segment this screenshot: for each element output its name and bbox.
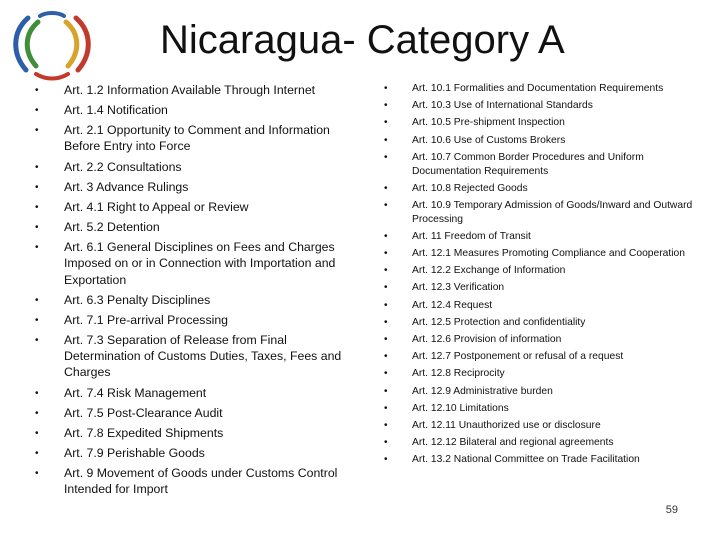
bullet-icon: •: [35, 467, 39, 479]
bullet-icon: •: [384, 368, 388, 380]
bullet-icon: •: [384, 299, 388, 311]
list-item-text: Art. 10.1 Formalities and Documentation Requirements: [412, 83, 664, 94]
list-item-text: Art. 2.2 Consultations: [64, 159, 182, 174]
bullet-icon: •: [35, 447, 39, 459]
list-item-text: Art. 2.1 Opportunity to Comment and Information Before Entry into Force: [64, 123, 330, 154]
list-item-text: Art. 7.8 Expedited Shipments: [64, 425, 224, 440]
slide-title: Nicaragua- Category A: [160, 18, 565, 62]
bullet-icon: •: [384, 151, 388, 163]
list-item: [384, 402, 704, 416]
list-item: [384, 316, 704, 330]
list-item-text: Art. 9 Movement of Goods under Customs Control Intended for Import: [64, 465, 338, 497]
bullet-icon: •: [384, 265, 388, 277]
list-item-text: Art. 7.4 Risk Management: [64, 385, 207, 400]
bullet-icon: •: [35, 407, 39, 419]
list-item: [35, 82, 346, 98]
list-item: [35, 465, 346, 498]
bullet-icon: •: [384, 454, 388, 466]
list-item: [384, 230, 704, 244]
bullet-icon: •: [35, 181, 39, 193]
bullet-icon: •: [384, 282, 388, 294]
bullet-icon: •: [35, 294, 39, 306]
bullet-icon: •: [384, 100, 388, 112]
list-item-text: Art. 10.9 Temporary Admission of Goods/Inward and Outward Processing: [412, 199, 693, 225]
list-item-text: Art. 7.3 Separation of Release from Final Determination of Customs Duties, Taxes, Fees and Charges: [64, 332, 342, 380]
list-item: [35, 159, 346, 175]
list-item-text: Art. 12.10 Limitations: [412, 402, 509, 414]
right-article-list: [384, 82, 704, 471]
list-item: [35, 122, 346, 155]
list-item-text: Art. 1.4 Notification: [64, 103, 168, 118]
bullet-icon: •: [384, 334, 388, 346]
list-item: [384, 264, 704, 278]
list-item-text: Art. 12.5 Protection and confidentiality: [412, 316, 586, 328]
list-item: [35, 199, 346, 215]
bullet-icon: •: [35, 125, 39, 137]
list-item-text: Art. 1.2 Information Available Through Internet: [64, 83, 316, 97]
list-item: [384, 436, 704, 450]
bullet-icon: •: [35, 221, 39, 233]
list-item: [384, 419, 704, 433]
list-item: [384, 151, 704, 179]
list-item-text: Art. 12.4 Request: [412, 299, 493, 311]
bullet-icon: •: [35, 105, 39, 117]
list-item-text: Art. 6.1 General Disciplines on Fees and Charges Imposed on or in Connection with Importation and Exportation: [64, 239, 336, 287]
list-item-text: Art. 10.5 Pre-shipment Inspection: [412, 117, 565, 129]
list-item: [35, 239, 346, 288]
list-item: [384, 116, 704, 130]
bullet-icon: •: [35, 334, 39, 346]
bullet-icon: •: [384, 117, 388, 129]
bullet-icon: •: [35, 387, 39, 399]
list-item: [384, 453, 704, 467]
bullet-icon: •: [384, 316, 388, 328]
list-item: [384, 299, 704, 313]
bullet-icon: •: [35, 427, 39, 439]
bullet-icon: •: [35, 161, 39, 173]
bullet-icon: •: [384, 402, 388, 414]
bullet-icon: •: [35, 201, 39, 213]
list-item: [35, 102, 346, 118]
list-item-text: Art. 12.2 Exchange of Information: [412, 265, 566, 277]
list-item: [384, 82, 704, 96]
list-item-text: Art. 12.8 Reciprocity: [412, 368, 505, 380]
list-item-text: Art. 12.11 Unauthorized use or disclosure: [412, 419, 601, 431]
list-item-text: Art. 10.8 Rejected Goods: [412, 182, 528, 194]
list-item-text: Art. 12.7 Postponement or refusal of a request: [412, 351, 624, 363]
list-item-text: Art. 10.7 Common Border Procedures and Uniform Documentation Requirements: [412, 151, 644, 177]
bullet-icon: •: [384, 385, 388, 397]
bullet-icon: •: [384, 83, 388, 94]
list-item: [35, 292, 346, 308]
list-item: [384, 199, 704, 227]
wto-logo-icon: [6, 8, 98, 90]
list-item: [384, 385, 704, 399]
list-item-text: Art. 12.3 Verification: [412, 282, 505, 294]
list-item: [384, 367, 704, 381]
bullet-icon: •: [384, 199, 388, 211]
page-number: 59: [665, 504, 678, 516]
bullet-icon: •: [384, 419, 388, 431]
list-item-text: Art. 13.2 National Committee on Trade Facilitation: [412, 454, 640, 466]
list-item-text: Art. 6.3 Penalty Disciplines: [64, 292, 211, 307]
list-item-text: Art. 5.2 Detention: [64, 219, 160, 234]
list-item-text: Art. 12.6 Provision of information: [412, 334, 562, 346]
list-item-text: Art. 10.6 Use of Customs Brokers: [412, 134, 566, 146]
list-item: [35, 219, 346, 235]
list-item-text: Art. 12.12 Bilateral and regional agreements: [412, 437, 614, 449]
list-item-text: Art. 11 Freedom of Transit: [412, 230, 531, 242]
list-item: [35, 385, 346, 401]
list-item: [384, 247, 704, 261]
list-item-text: Art. 12.9 Administrative burden: [412, 385, 553, 397]
list-item: [384, 281, 704, 295]
list-item: [35, 445, 346, 461]
bullet-icon: •: [35, 314, 39, 326]
list-item: [35, 332, 346, 381]
list-item: [384, 134, 704, 148]
list-item: [384, 333, 704, 347]
bullet-icon: •: [384, 182, 388, 194]
list-item: [35, 312, 346, 328]
list-item-text: Art. 12.1 Measures Promoting Compliance and Cooperation: [412, 248, 686, 260]
list-item: [384, 350, 704, 364]
bullet-icon: •: [35, 85, 39, 96]
list-item: [35, 425, 346, 441]
list-item-text: Art. 3 Advance Rulings: [64, 179, 189, 194]
bullet-icon: •: [384, 134, 388, 146]
left-article-list: [35, 82, 346, 501]
bullet-icon: •: [384, 248, 388, 260]
list-item: [35, 405, 346, 421]
bullet-icon: •: [384, 437, 388, 449]
list-item-text: Art. 10.3 Use of International Standards: [412, 100, 593, 112]
list-item: [384, 182, 704, 196]
list-item-text: Art. 7.9 Perishable Goods: [64, 445, 205, 460]
list-item-text: Art. 7.5 Post-Clearance Audit: [64, 405, 223, 420]
list-item: [35, 179, 346, 195]
list-item-text: Art. 4.1 Right to Appeal or Review: [64, 199, 249, 214]
list-item-text: Art. 7.1 Pre-arrival Processing: [64, 312, 229, 327]
bullet-icon: •: [384, 230, 388, 242]
bullet-icon: •: [35, 241, 39, 253]
list-item: [384, 99, 704, 113]
bullet-icon: •: [384, 351, 388, 363]
